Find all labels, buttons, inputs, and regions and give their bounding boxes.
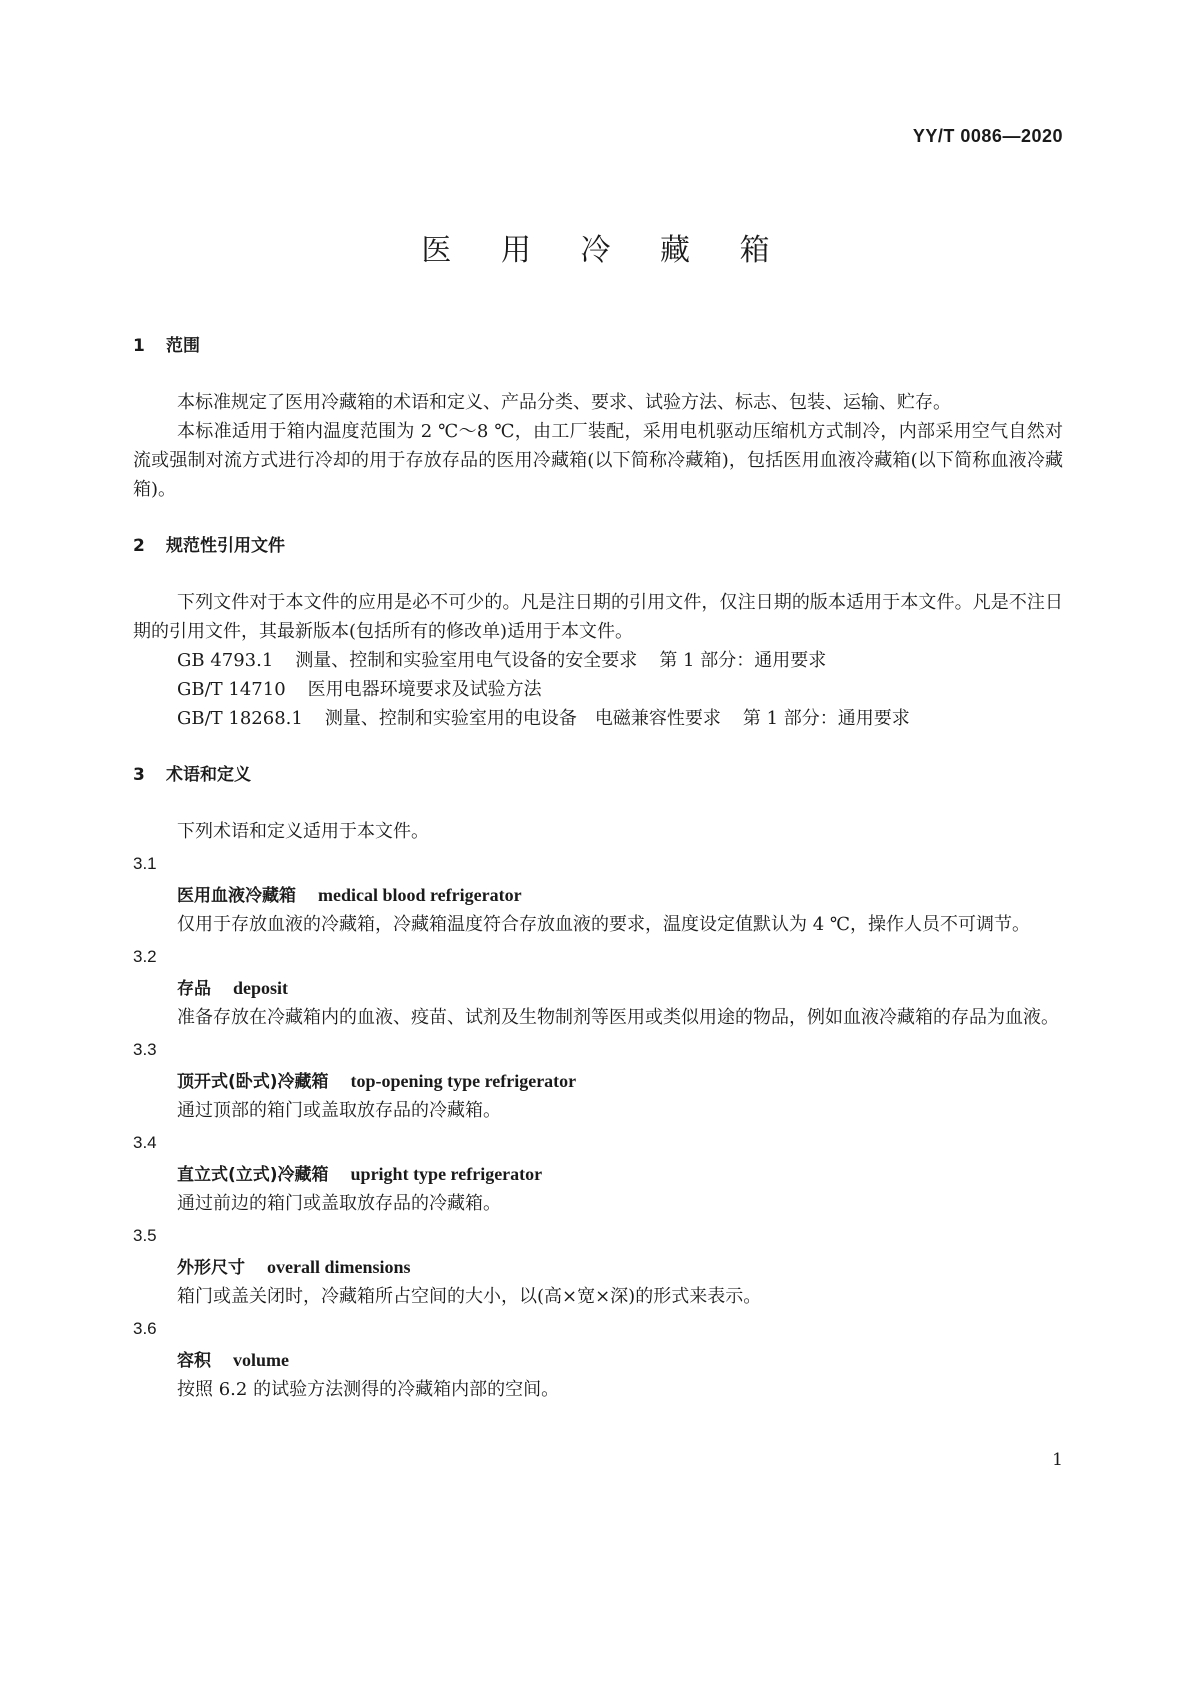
term-chinese: 外形尺寸 bbox=[177, 1258, 245, 1278]
term-english: top-opening type refrigerator bbox=[350, 1071, 577, 1091]
clause-number: 3.5 bbox=[133, 1226, 157, 1245]
term-chinese: 直立式(立式)冷藏箱 bbox=[177, 1165, 329, 1185]
reference-item bbox=[133, 704, 1063, 733]
reference-title: 医用电器环境要求及试验方法 bbox=[307, 679, 542, 700]
term-english: overall dimensions bbox=[267, 1257, 411, 1277]
section-title: 术语和定义 bbox=[166, 765, 251, 785]
term-english: medical blood refrigerator bbox=[318, 885, 522, 905]
term-definition: 准备存放在冷藏箱内的血液、疫苗、试剂及生物制剂等医用或类似用途的物品，例如血液冷藏箱的存品为血液。 bbox=[177, 1007, 1059, 1028]
clause-number: 3.1 bbox=[133, 854, 157, 873]
page-number: 1 bbox=[1052, 1450, 1063, 1470]
term-definition: 箱门或盖关闭时，冷藏箱所占空间的大小，以(高×宽×深)的形式来表示。 bbox=[177, 1286, 762, 1307]
scope-paragraph-2: 本标准适用于箱内温度范围为 2 ℃～8 ℃，由工厂装配，采用电机驱动压缩机方式制冷，内部采用空气自然对流或强制对流方式进行冷却的用于存放存品的医用冷藏箱(以下简称冷藏箱)，包括医用血液冷藏箱(以下简称血液冷藏箱)。 bbox=[133, 421, 1063, 500]
clause-number: 3.4 bbox=[133, 1133, 157, 1152]
section-title: 范围 bbox=[166, 336, 200, 356]
term-heading bbox=[133, 1346, 1063, 1375]
term-english: upright type refrigerator bbox=[350, 1164, 543, 1184]
term-definition: 通过顶部的箱门或盖取放存品的冷藏箱。 bbox=[177, 1100, 501, 1121]
term-chinese: 医用血液冷藏箱 bbox=[177, 886, 296, 906]
reference-code: GB/T 14710 bbox=[177, 679, 286, 700]
reference-part: 第 1 部分：通用要求 bbox=[659, 650, 827, 671]
term-definition: 通过前边的箱门或盖取放存品的冷藏箱。 bbox=[177, 1193, 501, 1214]
term-heading bbox=[133, 881, 1063, 910]
term-heading bbox=[133, 1160, 1063, 1189]
section-heading-scope bbox=[133, 332, 1063, 361]
scope-paragraph-1: 本标准规定了医用冷藏箱的术语和定义、产品分类、要求、试验方法、标志、包装、运输、贮存。 bbox=[177, 392, 951, 413]
term-chinese: 容积 bbox=[177, 1351, 211, 1371]
reference-title: 测量、控制和实验室用的电设备 电磁兼容性要求 bbox=[324, 708, 721, 729]
reference-title: 测量、控制和实验室用电气设备的安全要求 bbox=[295, 650, 638, 671]
term-definition: 仅用于存放血液的冷藏箱，冷藏箱温度符合存放血液的要求，温度设定值默认为 4 ℃，操作人员不可调节。 bbox=[177, 914, 1031, 935]
section-number: 3 bbox=[133, 765, 145, 785]
normative-refs-intro: 下列文件对于本文件的应用是必不可少的。凡是注日期的引用文件，仅注日期的版本适用于本文件。凡是不注日期的引用文件，其最新版本(包括所有的修改单)适用于本文件。 bbox=[133, 592, 1063, 642]
reference-part: 第 1 部分：通用要求 bbox=[742, 708, 910, 729]
section-heading-normative-refs bbox=[133, 532, 1063, 561]
reference-item bbox=[133, 675, 1063, 704]
document-title: 医 用 冷 藏 箱 bbox=[421, 233, 790, 268]
clause-number: 3.2 bbox=[133, 947, 157, 966]
reference-code: GB/T 18268.1 bbox=[177, 708, 303, 729]
standard-code: YY/T 0086—2020 bbox=[912, 126, 1063, 146]
term-heading bbox=[133, 1253, 1063, 1282]
term-definition: 按照 6.2 的试验方法测得的冷藏箱内部的空间。 bbox=[177, 1379, 560, 1400]
section-number: 1 bbox=[133, 336, 145, 356]
term-english: deposit bbox=[233, 978, 289, 998]
reference-item bbox=[133, 646, 1063, 675]
term-heading bbox=[133, 1067, 1063, 1096]
term-chinese: 顶开式(卧式)冷藏箱 bbox=[177, 1072, 329, 1092]
section-heading-terms bbox=[133, 761, 1063, 790]
terms-intro: 下列术语和定义适用于本文件。 bbox=[177, 821, 429, 842]
section-title: 规范性引用文件 bbox=[166, 536, 285, 556]
term-chinese: 存品 bbox=[177, 979, 211, 999]
reference-code: GB 4793.1 bbox=[177, 650, 274, 671]
clause-number: 3.6 bbox=[133, 1319, 157, 1338]
clause-number: 3.3 bbox=[133, 1040, 157, 1059]
section-number: 2 bbox=[133, 536, 145, 556]
term-english: volume bbox=[233, 1350, 289, 1370]
term-heading bbox=[133, 974, 1063, 1003]
document-body bbox=[133, 332, 1063, 1404]
